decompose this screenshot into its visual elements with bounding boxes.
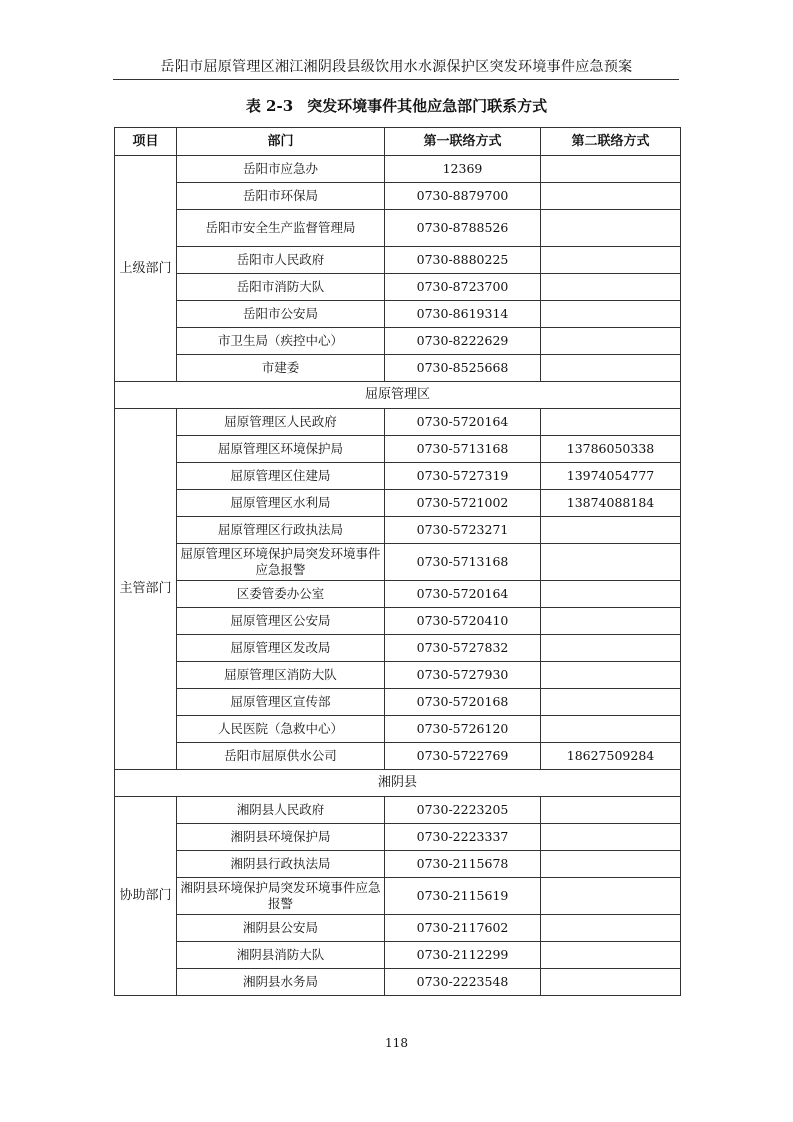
department-cell: 湘阴县环境保护局	[177, 824, 385, 851]
table-row	[115, 274, 681, 301]
secondary-contact-cell: 13974054777	[541, 463, 681, 490]
primary-contact-cell: 0730-8788526	[385, 210, 541, 247]
primary-contact-cell: 0730-5720168	[385, 689, 541, 716]
table-row	[115, 797, 681, 824]
table-row	[115, 463, 681, 490]
department-cell: 屈原管理区消防大队	[177, 662, 385, 689]
department-cell: 屈原管理区环境保护局	[177, 436, 385, 463]
secondary-contact-cell	[541, 247, 681, 274]
department-cell: 岳阳市安全生产监督管理局	[177, 210, 385, 247]
secondary-contact-cell	[541, 797, 681, 824]
primary-contact-cell: 0730-5720410	[385, 608, 541, 635]
column-header: 项目	[115, 128, 177, 156]
secondary-contact-cell	[541, 635, 681, 662]
department-cell: 湘阴县消防大队	[177, 942, 385, 969]
group-label: 上级部门	[115, 156, 177, 382]
secondary-contact-cell	[541, 544, 681, 581]
secondary-contact-cell	[541, 409, 681, 436]
table-caption: 突发环境事件其他应急部门联系方式	[307, 97, 548, 115]
primary-contact-cell: 0730-2117602	[385, 915, 541, 942]
table-row	[115, 915, 681, 942]
department-cell: 屈原管理区公安局	[177, 608, 385, 635]
secondary-contact-cell	[541, 915, 681, 942]
running-header: 岳阳市屈原管理区湘江湘阴段县级饮用水水源保护区突发环境事件应急预案	[160, 59, 633, 75]
department-cell: 湘阴县公安局	[177, 915, 385, 942]
primary-contact-cell: 0730-5727930	[385, 662, 541, 689]
secondary-contact-cell	[541, 878, 681, 915]
table-number: 表 2-3	[245, 97, 294, 115]
primary-contact-cell: 0730-8222629	[385, 328, 541, 355]
department-cell: 屈原管理区住建局	[177, 463, 385, 490]
primary-contact-cell: 0730-2223548	[385, 969, 541, 996]
primary-contact-cell: 0730-2115678	[385, 851, 541, 878]
department-cell: 屈原管理区宣传部	[177, 689, 385, 716]
table-row	[115, 301, 681, 328]
primary-contact-cell: 0730-8619314	[385, 301, 541, 328]
department-cell: 岳阳市人民政府	[177, 247, 385, 274]
table-row	[115, 156, 681, 183]
department-cell: 屈原管理区水利局	[177, 490, 385, 517]
table-row	[115, 942, 681, 969]
department-cell: 屈原管理区发改局	[177, 635, 385, 662]
secondary-contact-cell	[541, 355, 681, 382]
secondary-contact-cell	[541, 662, 681, 689]
department-cell: 区委管委办公室	[177, 581, 385, 608]
table-row	[115, 581, 681, 608]
primary-contact-cell: 0730-5727319	[385, 463, 541, 490]
table-row	[115, 247, 681, 274]
table-row	[115, 635, 681, 662]
secondary-contact-cell	[541, 301, 681, 328]
secondary-contact-cell	[541, 969, 681, 996]
section-title: 屈原管理区	[115, 382, 681, 409]
group-label: 协助部门	[115, 797, 177, 996]
secondary-contact-cell	[541, 328, 681, 355]
secondary-contact-cell	[541, 824, 681, 851]
table-body	[115, 156, 681, 996]
table-row	[115, 517, 681, 544]
table-row	[115, 969, 681, 996]
column-header: 第一联络方式	[385, 128, 541, 156]
secondary-contact-cell	[541, 183, 681, 210]
table-row	[115, 878, 681, 915]
department-cell: 湘阴县环境保护局突发环境事件应急报警	[177, 878, 385, 915]
department-cell: 湘阴县人民政府	[177, 797, 385, 824]
section-row	[115, 770, 681, 797]
column-header: 第二联络方式	[541, 128, 681, 156]
primary-contact-cell: 0730-5727832	[385, 635, 541, 662]
primary-contact-cell: 0730-2223205	[385, 797, 541, 824]
table-row	[115, 824, 681, 851]
group-label: 主管部门	[115, 409, 177, 770]
table-row	[115, 716, 681, 743]
department-cell: 岳阳市消防大队	[177, 274, 385, 301]
primary-contact-cell: 0730-2115619	[385, 878, 541, 915]
department-cell: 岳阳市环保局	[177, 183, 385, 210]
secondary-contact-cell	[541, 156, 681, 183]
table-header-row	[115, 128, 681, 156]
table-row	[115, 409, 681, 436]
department-cell: 市建委	[177, 355, 385, 382]
secondary-contact-cell	[541, 210, 681, 247]
secondary-contact-cell: 13786050338	[541, 436, 681, 463]
primary-contact-cell: 0730-5726120	[385, 716, 541, 743]
primary-contact-cell: 0730-5721002	[385, 490, 541, 517]
department-cell: 屈原管理区人民政府	[177, 409, 385, 436]
secondary-contact-cell: 18627509284	[541, 743, 681, 770]
primary-contact-cell: 0730-5723271	[385, 517, 541, 544]
table-title	[0, 95, 793, 116]
department-cell: 市卫生局（疾控中心）	[177, 328, 385, 355]
department-cell: 人民医院（急救中心）	[177, 716, 385, 743]
department-cell: 湘阴县行政执法局	[177, 851, 385, 878]
department-cell: 屈原管理区环境保护局突发环境事件应急报警	[177, 544, 385, 581]
table-row	[115, 662, 681, 689]
primary-contact-cell: 0730-5713168	[385, 436, 541, 463]
secondary-contact-cell	[541, 608, 681, 635]
table-row	[115, 689, 681, 716]
primary-contact-cell: 0730-5720164	[385, 409, 541, 436]
secondary-contact-cell	[541, 851, 681, 878]
table-row	[115, 544, 681, 581]
section-title: 湘阴县	[115, 770, 681, 797]
primary-contact-cell: 0730-8880225	[385, 247, 541, 274]
secondary-contact-cell	[541, 581, 681, 608]
table-row	[115, 183, 681, 210]
primary-contact-cell: 0730-8879700	[385, 183, 541, 210]
table-row	[115, 851, 681, 878]
department-cell: 岳阳市应急办	[177, 156, 385, 183]
header-rule	[113, 79, 679, 80]
primary-contact-cell: 0730-5722769	[385, 743, 541, 770]
contacts-table	[114, 127, 681, 996]
table-row	[115, 436, 681, 463]
table-row	[115, 355, 681, 382]
primary-contact-cell: 0730-2112299	[385, 942, 541, 969]
table-row	[115, 210, 681, 247]
department-cell: 岳阳市屈原供水公司	[177, 743, 385, 770]
department-cell: 湘阴县水务局	[177, 969, 385, 996]
primary-contact-cell: 0730-5720164	[385, 581, 541, 608]
table-row	[115, 490, 681, 517]
department-cell: 屈原管理区行政执法局	[177, 517, 385, 544]
primary-contact-cell: 0730-5713168	[385, 544, 541, 581]
secondary-contact-cell	[541, 942, 681, 969]
secondary-contact-cell	[541, 689, 681, 716]
primary-contact-cell: 0730-8723700	[385, 274, 541, 301]
secondary-contact-cell	[541, 517, 681, 544]
primary-contact-cell: 12369	[385, 156, 541, 183]
department-cell: 岳阳市公安局	[177, 301, 385, 328]
section-row	[115, 382, 681, 409]
table-row	[115, 743, 681, 770]
page-number: 118	[385, 1036, 408, 1050]
table-row	[115, 328, 681, 355]
secondary-contact-cell: 13874088184	[541, 490, 681, 517]
column-header: 部门	[177, 128, 385, 156]
primary-contact-cell: 0730-8525668	[385, 355, 541, 382]
secondary-contact-cell	[541, 274, 681, 301]
secondary-contact-cell	[541, 716, 681, 743]
table-row	[115, 608, 681, 635]
primary-contact-cell: 0730-2223337	[385, 824, 541, 851]
